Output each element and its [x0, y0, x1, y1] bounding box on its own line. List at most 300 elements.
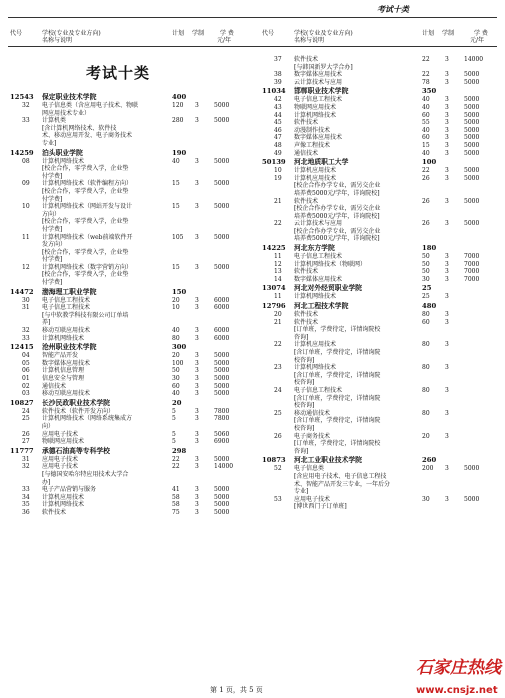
- major-row: [10, 390, 246, 398]
- major-plan: 80: [422, 341, 430, 349]
- major-fee: 5000: [214, 117, 230, 125]
- school-row: [262, 158, 502, 167]
- school-row: [262, 302, 502, 311]
- school-name: 渤海理工职业学院: [42, 287, 97, 296]
- major-years: 3: [445, 96, 449, 104]
- major-name-line: 通信技术: [294, 149, 319, 157]
- major-code: 53: [274, 495, 282, 503]
- major-name-line: 向）: [42, 422, 55, 430]
- school-total: 300: [172, 343, 187, 352]
- major-name-line: 物联网应用技术: [294, 103, 337, 111]
- major-code: 06: [22, 367, 30, 375]
- major-row: [262, 142, 502, 150]
- major-name-line: 计算机网络技术（物联网）: [294, 260, 367, 268]
- major-name-line: 电子信息类: [294, 465, 325, 473]
- major-code: 22: [274, 341, 282, 349]
- major-code: 19: [274, 174, 282, 182]
- major-fee: 6900: [214, 438, 230, 446]
- major-fee: 5000: [214, 263, 230, 271]
- major-plan: 50: [422, 268, 430, 276]
- major-row: [10, 335, 246, 343]
- major-years: 3: [195, 203, 199, 211]
- major-years: 3: [445, 260, 449, 268]
- major-fee: 5000: [464, 78, 480, 86]
- major-name-line: [与中软教学科技有限公司订单培: [42, 311, 129, 319]
- school-row: [262, 456, 502, 465]
- major-code: 45: [274, 119, 282, 127]
- major-code: 43: [274, 103, 282, 111]
- major-name-line: 电子信息工程技术: [294, 386, 343, 394]
- major-name-line: 计算机网络技术（网络系统集成方: [42, 415, 133, 423]
- col-fee-unit: 元/年: [470, 37, 485, 44]
- major-code: 25: [274, 409, 282, 417]
- major-plan: 60: [422, 318, 430, 326]
- major-name-line: 校咨询]: [294, 379, 315, 387]
- major-row: [10, 375, 246, 383]
- major-name-line: [含订单班，学费待定，详情询院: [294, 394, 381, 402]
- major-fee: 5000: [464, 134, 480, 142]
- school-total: 480: [422, 302, 437, 311]
- major-years: 3: [195, 382, 199, 390]
- major-code: 32: [22, 463, 30, 471]
- major-plan: 15: [172, 180, 180, 188]
- major-plan: 40: [422, 149, 430, 157]
- major-code: 24: [274, 386, 282, 394]
- major-row: [10, 180, 246, 203]
- school-row: [10, 447, 246, 456]
- major-name-line: 培养费5000元/学年，详询院校]: [294, 235, 380, 243]
- major-name-line: [校企合作，零学费入学，企业垫: [42, 271, 129, 279]
- major-fee: 5000: [464, 119, 480, 127]
- major-name-line: 移动通信技术: [294, 409, 331, 417]
- col-school: 学校(专业及专业方向): [294, 30, 353, 37]
- major-fee: 5000: [214, 102, 230, 109]
- major-name-line: 应用电子技术: [42, 455, 79, 463]
- major-code: 33: [22, 334, 30, 342]
- school-total: 150: [172, 287, 187, 296]
- major-years: 3: [195, 508, 199, 516]
- major-plan: 40: [172, 390, 180, 398]
- major-years: 3: [195, 463, 199, 471]
- major-years: 3: [445, 78, 449, 86]
- major-code: 39: [274, 78, 282, 86]
- major-years: 3: [195, 327, 199, 335]
- major-code: 35: [22, 501, 30, 509]
- major-row: [10, 509, 246, 517]
- school-code: 12796: [262, 302, 286, 311]
- major-plan: 22: [422, 56, 430, 63]
- page-title: 考试十类: [86, 64, 151, 82]
- major-name-line: 培养费5000元/学年，详询院校]: [294, 189, 380, 197]
- major-row: [262, 150, 502, 158]
- major-years: 3: [195, 296, 199, 304]
- major-name-line: 校咨询]: [294, 424, 315, 432]
- major-plan: 280: [172, 117, 184, 125]
- major-plan: 40: [422, 103, 430, 111]
- major-code: 09: [22, 180, 30, 188]
- major-name-line: 计算机应用技术: [294, 174, 337, 182]
- major-years: 3: [445, 71, 449, 79]
- major-years: 3: [445, 341, 449, 349]
- major-years: 3: [195, 157, 199, 165]
- watermark-text: 石家庄热线: [416, 658, 501, 678]
- major-row: [10, 102, 246, 117]
- major-name-line: 咨询]: [294, 333, 309, 341]
- major-plan: 41: [172, 486, 180, 494]
- major-fee: 7000: [464, 253, 480, 261]
- major-plan: 22: [422, 71, 430, 79]
- major-row: [262, 56, 502, 71]
- major-row: [10, 463, 246, 486]
- major-code: 42: [274, 96, 282, 104]
- school-name: 河北地质职工大学: [294, 158, 349, 167]
- major-code: 31: [22, 455, 30, 463]
- major-plan: 5: [172, 407, 176, 415]
- major-name-line: 电子信息工程技术: [294, 96, 343, 104]
- major-years: 3: [445, 134, 449, 142]
- major-plan: 80: [422, 364, 430, 372]
- major-fee: 7000: [464, 268, 480, 276]
- major-code: 52: [274, 465, 282, 473]
- major-years: 3: [445, 220, 449, 228]
- major-row: [262, 311, 502, 319]
- major-plan: 80: [422, 386, 430, 394]
- major-name-line: 付学费]: [42, 225, 63, 233]
- page-footer: 第 1 页，共 5 页: [210, 686, 263, 694]
- major-row: [10, 486, 246, 494]
- school-row: [262, 244, 502, 253]
- major-fee: 5000: [214, 203, 230, 211]
- major-plan: 15: [172, 263, 180, 271]
- major-plan: 55: [422, 119, 430, 127]
- major-plan: 200: [422, 465, 434, 473]
- major-code: 13: [274, 268, 282, 276]
- major-plan: 5: [172, 438, 176, 446]
- major-fee: 5000: [464, 174, 480, 182]
- major-fee: 5000: [464, 141, 480, 149]
- major-code: 10: [22, 203, 30, 211]
- major-plan: 40: [172, 327, 180, 335]
- col-fee-unit: 元/年: [217, 37, 232, 44]
- school-row: [10, 288, 246, 297]
- major-name-line: [校企合作办学专业，需另交企业: [294, 182, 381, 190]
- major-years: 3: [195, 486, 199, 494]
- major-row: [262, 167, 502, 175]
- school-code: 14472: [10, 287, 34, 296]
- school-code: 11777: [10, 446, 34, 455]
- col-school-desc: 名称与说明: [42, 37, 73, 44]
- major-name-line: 软件技术: [294, 268, 319, 276]
- major-name-line: 软件技术（软件开发方向）: [42, 407, 115, 415]
- major-years: 3: [445, 141, 449, 149]
- major-years: 3: [195, 263, 199, 271]
- major-row: [10, 415, 246, 430]
- major-fee: 7000: [464, 275, 480, 283]
- major-row: [262, 268, 502, 276]
- major-fee: 5000: [214, 382, 230, 390]
- major-name-line: 校咨询]: [294, 402, 315, 410]
- major-years: 3: [445, 197, 449, 205]
- major-code: 25: [22, 415, 30, 423]
- major-name-line: 通信技术: [42, 382, 67, 390]
- major-name-line: [与德国安哈尔特应用技术大学合: [42, 470, 129, 478]
- major-name-line: 付学费]: [42, 172, 63, 180]
- major-years: 3: [195, 415, 199, 423]
- major-row: [262, 496, 502, 511]
- major-name-line: 发方向）: [42, 241, 67, 249]
- major-plan: 20: [172, 352, 180, 360]
- major-years: 3: [195, 438, 199, 446]
- major-name-line: [校企合作，零学费入学，企业垫: [42, 165, 129, 173]
- major-plan: 30: [172, 375, 180, 382]
- school-code: 13074: [262, 284, 286, 293]
- major-code: 26: [22, 430, 30, 438]
- major-name-line: 计算机网络技术（软件编程方向）: [42, 180, 133, 188]
- major-name-line: 动漫制作技术: [294, 126, 331, 134]
- school-total: 400: [172, 93, 187, 101]
- major-name-line: 办]: [42, 478, 51, 486]
- major-plan: 25: [422, 293, 430, 301]
- major-plan: 22: [172, 463, 180, 471]
- major-years: 3: [445, 465, 449, 473]
- school-total: 100: [422, 158, 437, 167]
- school-code: 10827: [10, 398, 34, 407]
- major-years: 3: [445, 119, 449, 127]
- major-code: 30: [22, 296, 30, 304]
- major-code: 26: [274, 432, 282, 440]
- major-name-line: 付学费]: [42, 279, 63, 287]
- major-plan: 26: [422, 197, 430, 205]
- major-plan: 80: [422, 409, 430, 417]
- major-row: [10, 304, 246, 327]
- major-name-line: 培养费5000元/学年，详询院校]: [294, 212, 380, 220]
- major-code: 27: [22, 438, 30, 446]
- major-name-line: 数字媒体应用技术: [294, 275, 343, 283]
- major-name-line: [校企合作，零学费入学，企业垫: [42, 187, 129, 195]
- major-years: 3: [195, 233, 199, 241]
- major-row: [262, 119, 502, 127]
- school-name: 河北对外经贸职业学院: [294, 284, 362, 293]
- major-plan: 105: [172, 233, 184, 241]
- school-total: 25: [422, 284, 432, 293]
- major-name-line: 付学费]: [42, 195, 63, 203]
- major-plan: 60: [422, 134, 430, 142]
- major-fee: 5000: [214, 508, 230, 516]
- major-name-line: 电子信息工程技术: [294, 253, 343, 261]
- major-fee: 5000: [464, 103, 480, 111]
- school-name: 泊头职业学院: [42, 148, 83, 157]
- major-name-line: 计算机网络技术（web前端软件开: [42, 233, 133, 241]
- major-row: [262, 198, 502, 221]
- major-years: 3: [445, 174, 449, 182]
- major-name-line: [含订单班，学费待定，详情询院: [294, 349, 381, 356]
- major-name-line: [校企合作，零学费入学，企业垫: [42, 248, 129, 256]
- major-fee: 5000: [464, 96, 480, 104]
- major-plan: 5: [172, 415, 176, 423]
- major-years: 3: [445, 126, 449, 134]
- major-fee: 5000: [214, 359, 230, 367]
- major-plan: 22: [172, 455, 180, 463]
- major-fee: 14000: [464, 56, 484, 63]
- major-code: 04: [22, 352, 30, 360]
- major-code: 11: [22, 233, 30, 241]
- major-code: 22: [274, 220, 282, 228]
- major-plan: 58: [172, 493, 180, 501]
- major-years: 3: [195, 501, 199, 509]
- major-row: [262, 175, 502, 198]
- major-plan: 80: [422, 311, 430, 319]
- major-name-line: 软件技术: [294, 318, 319, 326]
- major-code: 03: [22, 390, 30, 398]
- school-code: 14225: [262, 244, 286, 253]
- major-fee: 14000: [214, 463, 234, 471]
- major-fee: 5000: [214, 233, 230, 241]
- major-code: 12: [22, 263, 30, 271]
- major-fee: 5000: [214, 180, 230, 188]
- major-years: 3: [445, 103, 449, 111]
- major-row: [10, 501, 246, 509]
- major-years: 3: [195, 367, 199, 375]
- major-fee: 5000: [464, 167, 480, 175]
- school-code: 50139: [262, 158, 286, 167]
- major-fee: 5060: [214, 430, 230, 438]
- major-years: 3: [195, 180, 199, 188]
- major-name-line: 电子商务技术: [294, 432, 331, 440]
- major-plan: 78: [422, 78, 430, 86]
- major-code: 48: [274, 141, 282, 149]
- major-fee: 5000: [214, 367, 230, 375]
- col-code: 代号: [262, 30, 275, 37]
- major-years: 3: [445, 253, 449, 261]
- left-column: [10, 92, 246, 517]
- major-plan: 100: [172, 359, 184, 367]
- major-years: 3: [195, 375, 199, 382]
- major-code: 23: [274, 364, 282, 372]
- major-name-line: 软件技术: [42, 508, 67, 516]
- major-years: 3: [195, 430, 199, 438]
- major-name-line: 移动互联应用技术: [42, 390, 91, 398]
- major-plan: 40: [422, 96, 430, 104]
- major-name-line: 数字媒体应用技术: [294, 71, 343, 79]
- major-code: 33: [22, 117, 30, 125]
- major-plan: 120: [172, 102, 184, 109]
- major-fee: 5000: [214, 486, 230, 494]
- major-fee: 5000: [214, 390, 230, 398]
- school-row: [10, 399, 246, 408]
- school-code: 12415: [10, 343, 34, 352]
- major-fee: 7000: [464, 260, 480, 268]
- major-name-line: 应用电子技术: [294, 495, 331, 503]
- school-name: 河北工业职业技术学院: [294, 456, 362, 465]
- major-name-line: [与韩国新罗大学合办]: [294, 63, 353, 71]
- major-name-line: [含订单班，学费待定，详情询院: [294, 371, 381, 379]
- major-code: 34: [22, 493, 30, 501]
- major-years: 3: [445, 386, 449, 394]
- major-years: 3: [445, 318, 449, 326]
- major-plan: 40: [422, 126, 430, 134]
- major-years: 3: [445, 149, 449, 157]
- major-fee: 5000: [464, 111, 480, 119]
- major-row: [10, 234, 246, 264]
- major-years: 3: [195, 352, 199, 360]
- major-name-line: [订单班，学费待定，详情询院校: [294, 440, 381, 448]
- major-name-line: [校企合作，零学费入学，企业垫: [42, 218, 129, 226]
- major-code: 36: [22, 508, 30, 516]
- major-name-line: 计算机网络技术（数字营销方向）: [42, 263, 133, 271]
- col-school: 学校(专业及专业方向): [42, 30, 101, 37]
- header-rule: [8, 17, 497, 18]
- col-plan: 计划: [422, 30, 435, 37]
- school-code: 12543: [10, 93, 34, 101]
- major-name-line: 计算机网络技术: [294, 293, 337, 301]
- major-years: 3: [445, 56, 449, 63]
- major-years: 3: [195, 407, 199, 415]
- major-plan: 50: [422, 260, 430, 268]
- major-name-line: 计算机信息管理: [42, 367, 85, 375]
- major-name-line: 物联网应用技术: [42, 438, 85, 446]
- major-years: 3: [195, 493, 199, 501]
- major-name-line: 计算机网络技术: [42, 501, 85, 509]
- major-code: 32: [22, 327, 30, 335]
- major-name-line: 专业]: [42, 139, 57, 147]
- major-code: 14: [274, 275, 282, 283]
- major-plan: 20: [422, 432, 430, 440]
- major-code: 24: [22, 407, 30, 415]
- col-plan: 计划: [172, 30, 185, 37]
- major-row: [262, 293, 502, 301]
- major-code: 20: [274, 311, 282, 319]
- major-row: [10, 264, 246, 287]
- major-plan: 60: [172, 382, 180, 390]
- major-name-line: [含订单班，学费待定，详情询院: [294, 417, 381, 425]
- major-years: 3: [195, 390, 199, 398]
- major-code: 47: [274, 134, 282, 142]
- major-fee: 6000: [214, 327, 230, 335]
- major-fee: 5000: [214, 157, 230, 165]
- major-code: 37: [274, 56, 282, 63]
- major-name-line: 应用电子技术: [42, 430, 79, 438]
- major-code: 33: [22, 486, 30, 494]
- major-row: [262, 79, 502, 87]
- major-row: [10, 327, 246, 335]
- major-fee: 7800: [214, 407, 230, 415]
- major-years: 3: [445, 495, 449, 503]
- major-name-line: 计算机网络技术: [294, 111, 337, 119]
- major-fee: 5000: [464, 149, 480, 157]
- major-row: [10, 158, 246, 181]
- major-plan: 75: [172, 508, 180, 516]
- major-row: [10, 438, 246, 446]
- major-row: [262, 276, 502, 284]
- major-name-line: 软件技术: [294, 56, 319, 63]
- major-plan: 15: [422, 141, 430, 149]
- school-row: [10, 343, 246, 352]
- major-plan: 22: [422, 167, 430, 175]
- major-years: 3: [445, 293, 449, 301]
- major-name-line: 计算机网络技术（网站开发与设计: [42, 203, 133, 211]
- school-code: 11034: [262, 87, 286, 96]
- major-row: [10, 367, 246, 375]
- major-fee: 5000: [464, 220, 480, 228]
- major-code: 31: [22, 304, 30, 312]
- major-years: 3: [445, 364, 449, 372]
- running-header: 考试十类: [377, 4, 409, 14]
- major-name-line: 应用电子技术: [42, 463, 79, 471]
- major-fee: 6000: [214, 296, 230, 304]
- major-row: [10, 352, 246, 360]
- major-name-line: 养]: [42, 319, 51, 327]
- major-plan: 26: [422, 174, 430, 182]
